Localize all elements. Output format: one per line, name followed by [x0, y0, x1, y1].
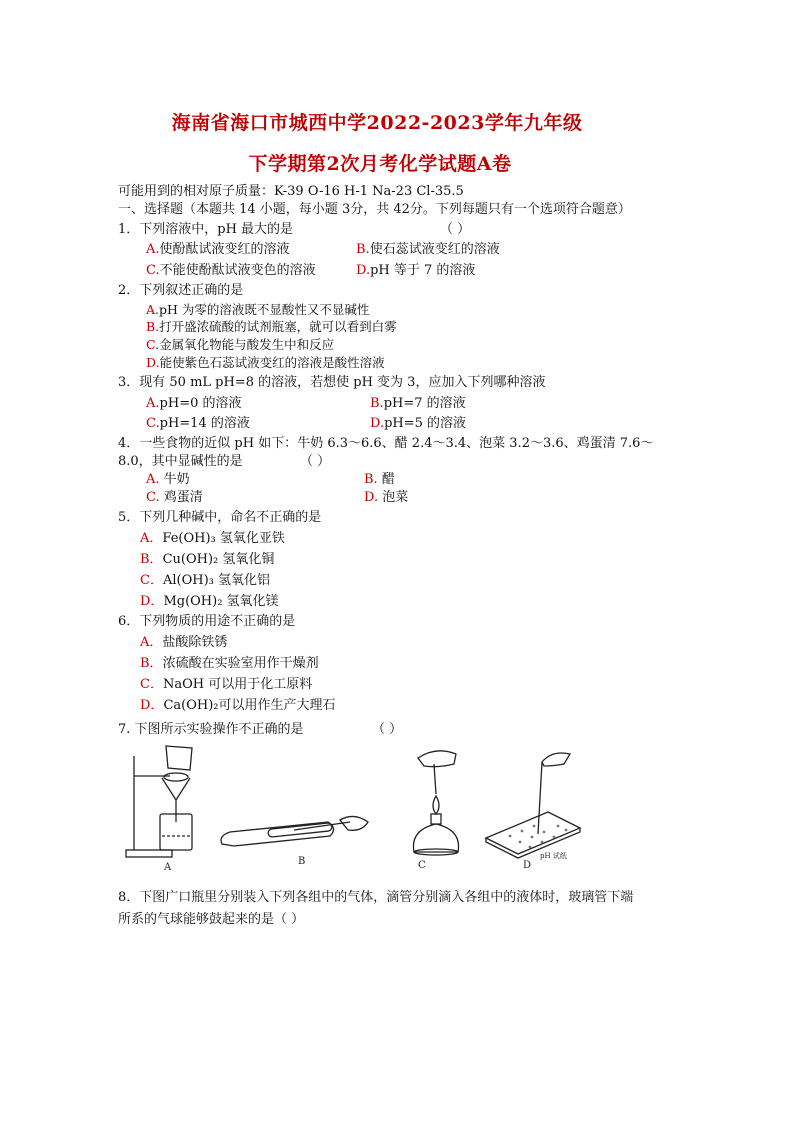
exam-title-line2: 下学期第2次月考化学试题A卷	[248, 153, 512, 175]
question-5-stem: 5．下列几种碱中，命名不正确的是	[118, 510, 322, 525]
question-7-blank: （ ）	[372, 722, 403, 737]
option-letter: A.	[146, 472, 160, 487]
iron-ring-icon	[164, 773, 188, 781]
question-7-stem: 7. 下图所示实验操作不正确的是	[118, 722, 304, 737]
hand-d-icon	[542, 753, 570, 766]
iron-stand-base-icon	[126, 850, 172, 857]
question-3-option-a: A.pH=0 的溶液	[146, 396, 242, 411]
question-1-option-b: B.使石蕊试液变红的溶液	[356, 242, 500, 257]
flame-icon	[433, 796, 439, 814]
option-letter: A.	[146, 302, 160, 317]
option-letter: B．	[140, 552, 163, 567]
lab-operation-illustration	[118, 742, 588, 880]
lab-operation-figure	[118, 742, 588, 880]
option-letter: B.	[146, 319, 160, 334]
question-4-option-c: C. 鸡蛋清	[146, 490, 203, 505]
question-6-option-a: A．盐酸除铁锈	[140, 635, 228, 650]
question-3-option-d: D.pH=5 的溶液	[370, 416, 467, 431]
option-letter: A．	[140, 635, 163, 650]
question-5-option-d: D．Mg(OH)₂ 氢氧化镁	[140, 594, 279, 609]
question-3-stem: 3．现有 50 mL pH=8 的溶液，若想使 pH 变为 3，应加入下列哪种溶液	[118, 375, 546, 390]
question-1-option-d: D.pH 等于 7 的溶液	[356, 263, 476, 278]
option-letter: D.	[146, 355, 160, 370]
question-1-stem: 1．下列溶液中，pH 最大的是	[118, 222, 294, 237]
question-1-option-c: C.不能使酚酞试液变色的溶液	[146, 263, 316, 278]
ph-paper-label: pH 试纸	[540, 852, 567, 860]
question-2-option-a: A.pH 为零的溶液既不显酸性又不显碱性	[146, 302, 370, 317]
lamp-wick-icon	[431, 814, 441, 824]
ph-tile-icon	[486, 812, 580, 854]
match-stick-icon	[434, 764, 436, 794]
question-8-line1: 8．下图广口瓶里分别装入下列各组中的气体，滴管分别滴入各组中的液体时，玻璃管下端	[118, 890, 634, 905]
option-letter: C.	[146, 337, 160, 352]
option-letter: C．	[140, 677, 163, 692]
question-1-option-a: A.使酚酞试液变红的溶液	[146, 242, 290, 257]
atomic-masses: 可能用到的相对原子质量：K-39 O-16 H-1 Na-23 Cl-35.5	[118, 184, 464, 199]
option-letter: A.	[146, 242, 160, 257]
question-4-blank: （ ）	[300, 454, 331, 469]
option-letter: B.	[356, 242, 370, 257]
question-6-option-b: B．浓硫酸在实验室用作干燥剂	[140, 656, 319, 671]
option-letter: C.	[146, 490, 160, 505]
figure-label-c: C	[418, 860, 426, 871]
question-1-blank: （ ）	[440, 222, 471, 237]
alcohol-lamp-icon	[413, 824, 458, 852]
question-5-option-c: C．Al(OH)₃ 氢氧化铝	[140, 573, 270, 588]
figure-label-a: A	[164, 862, 172, 873]
question-6-option-c: C．NaOH 可以用于化工原料	[140, 677, 313, 692]
question-6-option-d: D．Ca(OH)₂可以用作生产大理石	[140, 698, 336, 713]
question-6-stem: 6．下列物质的用途不正确的是	[118, 614, 296, 629]
pouring-beaker-icon	[166, 746, 192, 770]
question-4-option-a: A. 牛奶	[146, 472, 190, 487]
question-4-stem-line1: 4．一些食物的近似 pH 如下：牛奶 6.3～6.6、醋 2.4～3.4、泡菜 3.2～3.6、鸡蛋清 7.6～	[118, 436, 654, 451]
question-2-option-c: C.金属氧化物能与酸发生中和反应	[146, 337, 335, 352]
option-letter: D．	[140, 698, 164, 713]
glass-rod-icon	[538, 762, 542, 834]
option-letter: D.	[370, 416, 385, 431]
section-heading: 一、选择题（本题共 14 小题，每小题 3分，共 42分。下列每题只有一个选项符合题意）	[118, 202, 631, 217]
question-3-option-b: B.pH=7 的溶液	[370, 396, 466, 411]
question-2-stem: 2．下列叙述正确的是	[118, 283, 244, 298]
hand-left-icon	[221, 822, 334, 846]
exam-title-line1: 海南省海口市城西中学2022-2023学年九年级	[171, 112, 583, 134]
question-4-option-d: D. 泡菜	[364, 490, 409, 505]
option-letter: D.	[356, 263, 371, 278]
option-letter: C.	[146, 416, 160, 431]
option-letter: C.	[146, 263, 160, 278]
question-5-option-a: A．Fe(OH)₃ 氢氧化亚铁	[140, 531, 285, 546]
question-2-option-b: B.打开盛浓硫酸的试剂瓶塞，就可以看到白雾	[146, 319, 397, 334]
option-letter: B.	[364, 472, 378, 487]
hand-c-icon	[418, 751, 456, 767]
figure-label-d: D	[523, 860, 532, 871]
option-letter: A．	[140, 531, 163, 546]
option-letter: D．	[140, 594, 164, 609]
question-4-option-b: B. 醋	[364, 472, 395, 487]
question-2-option-d: D.能使紫色石蕊试液变红的溶液是酸性溶液	[146, 355, 385, 370]
option-letter: D.	[364, 490, 379, 505]
question-4-stem-line2: 8.0，其中显碱性的是	[118, 454, 243, 469]
question-3-option-c: C.pH=14 的溶液	[146, 416, 250, 431]
figure-label-b: B	[298, 856, 306, 867]
option-letter: A.	[146, 396, 160, 411]
option-letter: C．	[140, 573, 163, 588]
option-letter: B.	[370, 396, 384, 411]
question-5-option-b: B．Cu(OH)₂ 氢氧化铜	[140, 552, 275, 567]
question-8-line2: 所系的气球能够鼓起来的是（ ）	[118, 912, 305, 927]
option-letter: B．	[140, 656, 163, 671]
